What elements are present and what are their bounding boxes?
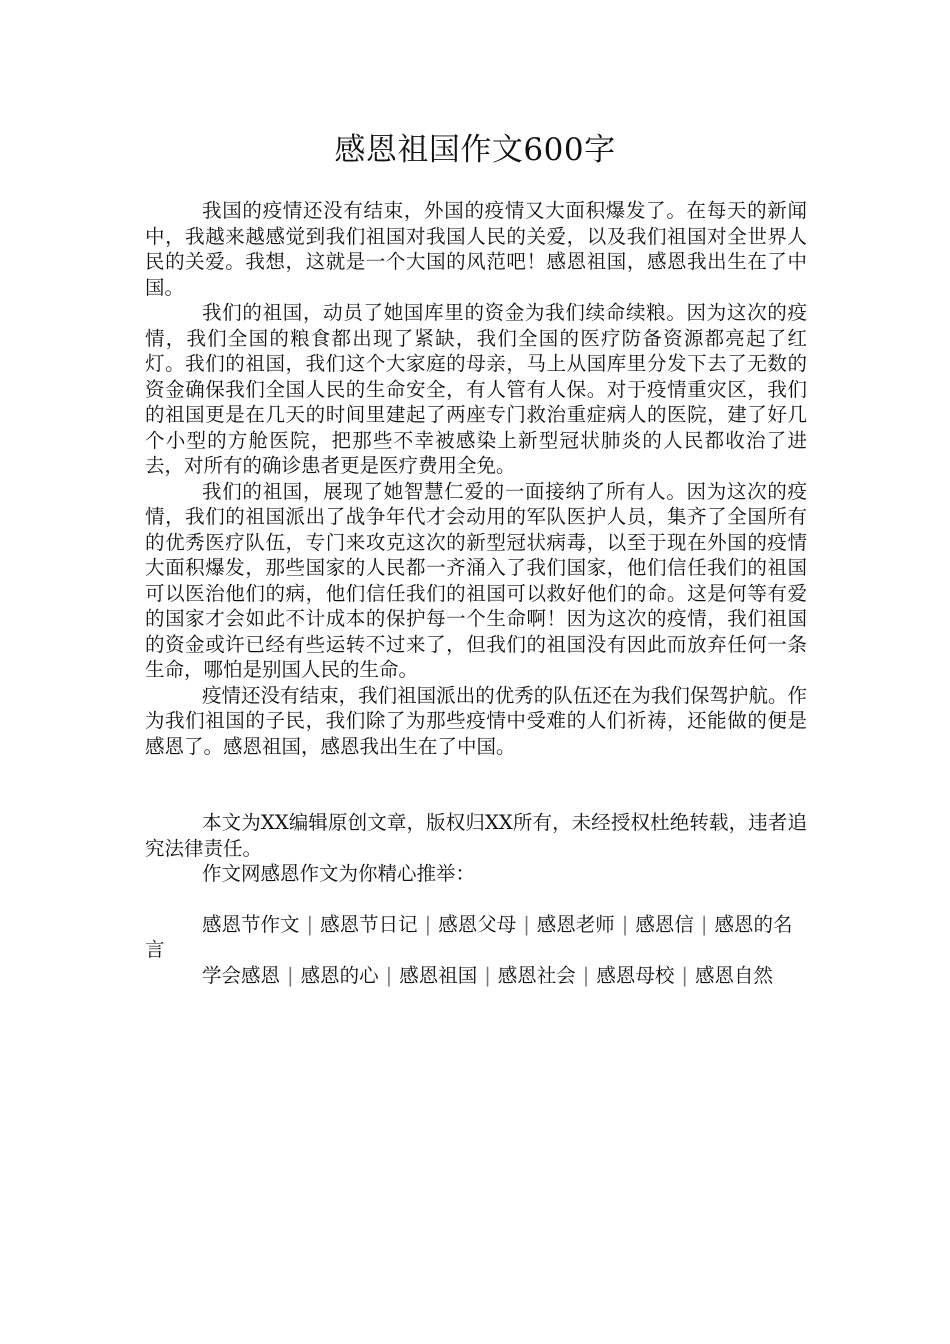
link-thank-you-letter[interactable]: 感恩信 bbox=[635, 912, 694, 936]
link-separator: | bbox=[621, 912, 629, 936]
link-grateful-parents[interactable]: 感恩父母 bbox=[438, 912, 517, 936]
link-separator: | bbox=[385, 963, 393, 987]
paragraph-1: 我国的疫情还没有结束，外国的疫情又大面积爆发了。在每天的新闻中，我越来越感觉到我们祖国对我国人民的关爱，以及我们祖国对全世界人民的关爱。我想，这就是一个大国的风范吧！感恩祖国，感恩我出生在了中国。 bbox=[145, 199, 807, 299]
link-separator: | bbox=[523, 912, 530, 936]
link-thanksgiving-diary[interactable]: 感恩节日记 bbox=[320, 912, 418, 936]
link-separator: | bbox=[484, 963, 491, 987]
paragraph-3: 我们的祖国，展现了她智慧仁爱的一面接纳了所有人。因为这次的疫情，我们的祖国派出了战争年代才会动用的军队医护人员，集齐了全国所有的优秀医疗队伍，专门来攻克这次的新型冠状病毒，以至于现在外国的疫情大面积爆发，那些国家的人民都一齐涌入了我们国家，他们信任我们的祖国可以医治他们的病，他们信任我们的祖国可以救好他们的命。这是何等有爱的国家才会如此不计成本的保护每一个生命啊！因为这次的疫情，我们祖国的资金或许已经有些运转不过来了，但我们的祖国没有因此而放弃任何一条生命，哪怕是别国人民的生命。 bbox=[145, 479, 807, 681]
spacer bbox=[145, 759, 807, 810]
link-grateful-motherland[interactable]: 感恩祖国 bbox=[399, 963, 478, 987]
link-grateful-alma-mater[interactable]: 感恩母校 bbox=[596, 963, 675, 987]
recommend-heading: 作文网感恩作文为你精心推举： bbox=[202, 862, 476, 885]
link-gratitude-quotes[interactable]: 感恩的名言 bbox=[145, 912, 793, 961]
copyright-notice: 本文为XX编辑原创文章，版权归XX所有，未经授权杜绝转载，违者追究法律责任。 bbox=[145, 811, 807, 860]
paragraph-4: 疫情还没有结束，我们祖国派出的优秀的队伍还在为我们保驾护航。作为我们祖国的子民，我们除了为那些疫情中受难的人们祈祷，还能做的便是感恩了。感恩祖国，感恩我出生在了中国。 bbox=[145, 683, 807, 758]
related-links-row-1 bbox=[145, 912, 807, 963]
link-grateful-nature[interactable]: 感恩自然 bbox=[694, 963, 773, 987]
spacer bbox=[145, 887, 807, 912]
related-links-row-2 bbox=[145, 963, 807, 989]
paragraph-2: 我们的祖国，动员了她国库里的资金为我们续命续粮。因为这次的疫情，我们全国的粮食都出现了紧缺，我们全国的医疗防备资源都亮起了红灯。我们的祖国，我们这个大家庭的母亲，马上从国库里分发下去了无数的资金确保我们全国人民的生命安全，有人管有人保。对于疫情重灾区，我们的祖国更是在几天的时间里建起了两座专门救治重症病人的医院，建了好几个小型的方舱医院，把那些不幸被感染上新型冠状肺炎的人民都收治了进去，对所有的确诊患者更是医疗费用全免。 bbox=[145, 301, 807, 477]
link-separator: | bbox=[582, 963, 590, 987]
link-separator: | bbox=[424, 912, 432, 936]
link-grateful-teacher[interactable]: 感恩老师 bbox=[536, 912, 615, 936]
link-grateful-heart[interactable]: 感恩的心 bbox=[300, 963, 379, 987]
link-learn-gratitude[interactable]: 学会感恩 bbox=[202, 963, 281, 987]
document-body bbox=[145, 198, 807, 988]
document-title: 感恩祖国作文600字 bbox=[334, 132, 616, 168]
link-separator: | bbox=[700, 912, 708, 936]
link-separator: | bbox=[681, 963, 688, 987]
link-thanksgiving-essay[interactable]: 感恩节作文 bbox=[202, 912, 300, 936]
link-separator: | bbox=[306, 912, 314, 936]
link-separator: | bbox=[287, 963, 294, 987]
link-grateful-society[interactable]: 感恩社会 bbox=[497, 963, 576, 987]
